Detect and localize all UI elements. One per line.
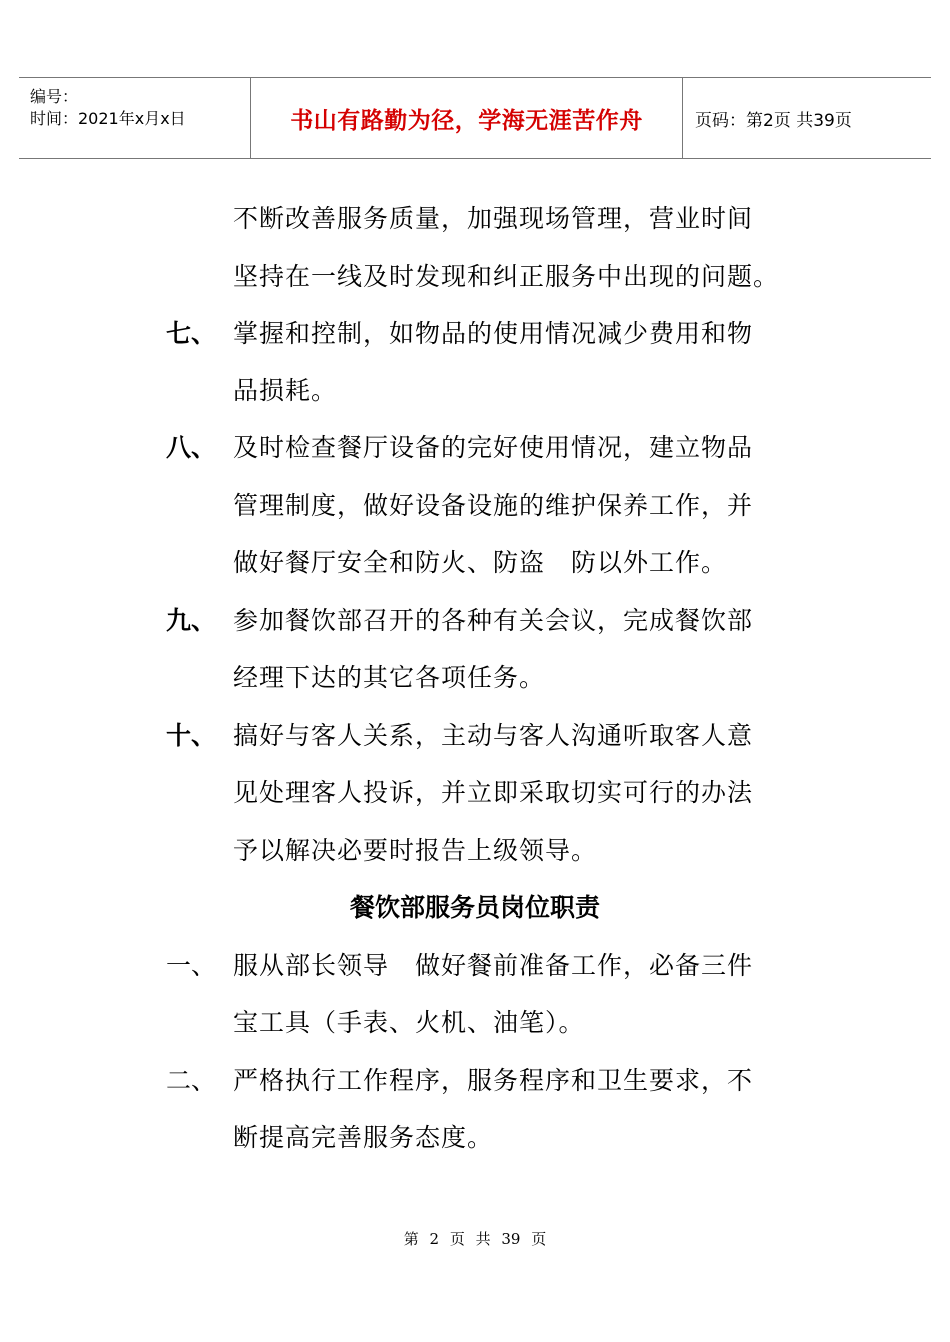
- header-motto-cell: [251, 78, 683, 158]
- section-title: 餐饮部服务员岗位职责: [349, 893, 600, 922]
- doc-time-label: 时间：2021年x月x日: [30, 109, 186, 128]
- paragraph-8-line-1: 及时检查餐厅设备的完好使用情况，建立物品: [233, 433, 754, 462]
- item-number-8: 八、: [166, 433, 217, 462]
- page-info-text: 页码：第2页 共39页: [695, 110, 852, 131]
- header-meta: [19, 78, 251, 158]
- paragraph-10-line-1: 搞好与客人关系，主动与客人沟通听取客人意: [233, 721, 754, 750]
- item-number-1: 一、: [166, 951, 217, 980]
- paragraph-8-line-2: 管理制度，做好设备设施的维护保养工作，并: [233, 491, 754, 520]
- paragraph-6-line-2: 坚持在一线及时发现和纠正服务中出现的问题。: [233, 262, 780, 291]
- section-item-2-line-1: 严格执行工作程序，服务程序和卫生要求，不: [233, 1066, 754, 1095]
- item-number-10: 十、: [166, 721, 217, 750]
- paragraph-10-line-2: 见处理客人投诉，并立即采取切实可行的办法: [233, 778, 754, 807]
- doc-number-label: 编号：: [30, 87, 79, 106]
- paragraph-9-line-2: 经理下达的其它各项任务。: [233, 663, 546, 692]
- page-footer: 第 2 页 共 39 页: [403, 1230, 547, 1248]
- paragraph-9-line-1: 参加餐饮部召开的各种有关会议，完成餐饮部: [233, 606, 754, 635]
- paragraph-7-line-2: 品损耗。: [233, 376, 338, 405]
- section-item-2-line-2: 断提高完善服务态度。: [233, 1123, 494, 1152]
- item-number-2: 二、: [166, 1066, 217, 1095]
- section-item-1-line-2: 宝工具（手表、火机、油笔）。: [233, 1008, 585, 1037]
- header-page-info: [683, 78, 931, 158]
- paragraph-6-line-1: 不断改善服务质量，加强现场管理，营业时间: [233, 204, 754, 233]
- section-item-1-line-1: 服从部长领导 做好餐前准备工作，必备三件: [233, 951, 754, 980]
- paragraph-10-line-3: 予以解决必要时报告上级领导。: [233, 836, 598, 865]
- item-number-9: 九、: [166, 606, 217, 635]
- header-motto: 书山有路勤为径，学海无涯苦作舟: [290, 107, 643, 134]
- item-number-7: 七、: [166, 319, 217, 348]
- paragraph-8-line-3: 做好餐厅安全和防火、防盗 防以外工作。: [233, 548, 728, 577]
- page-header: [19, 77, 931, 159]
- paragraph-7-line-1: 掌握和控制，如物品的使用情况减少费用和物: [233, 319, 754, 348]
